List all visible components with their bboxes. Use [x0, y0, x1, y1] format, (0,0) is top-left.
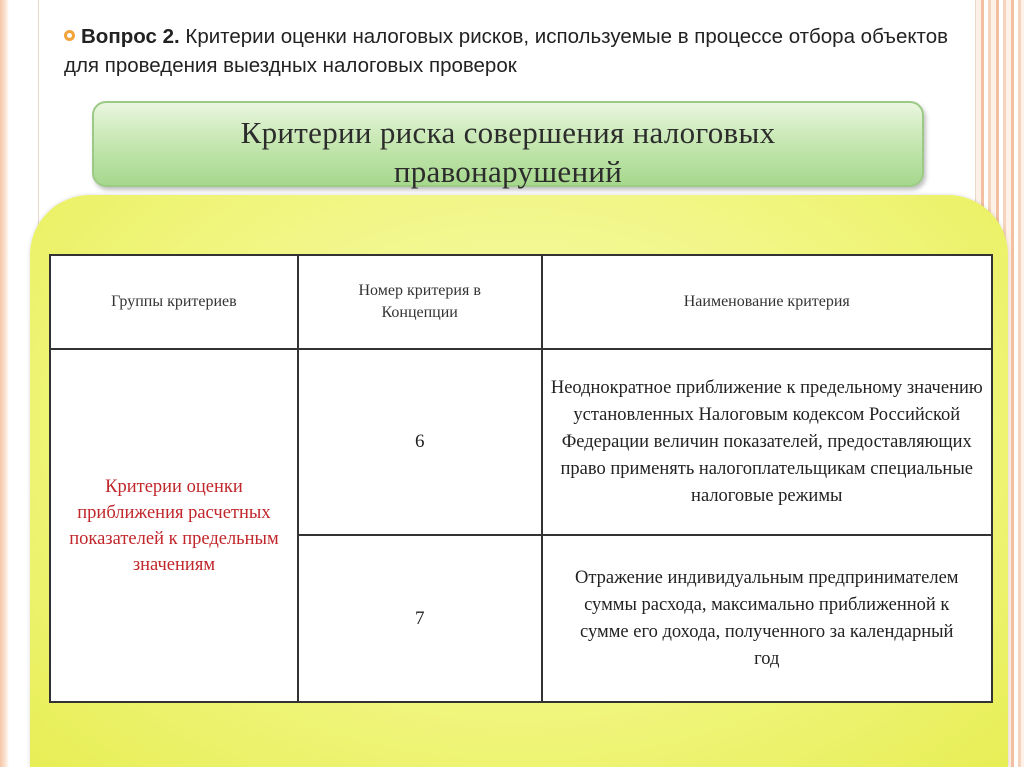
criterion-number: 7 — [298, 535, 542, 702]
criterion-number: 6 — [298, 349, 542, 535]
question-number: Вопрос 2. — [81, 25, 180, 48]
header-number — [298, 255, 542, 349]
table-header-row — [50, 255, 992, 349]
criterion-name — [542, 535, 992, 702]
criterion-name-text: Отражение индивидуальным предпринимателем суммы расхода, максимально приближенной к сумме его дохода, полученного за календарный год — [574, 567, 959, 669]
bullet-icon — [64, 30, 75, 41]
header-name: Наименование критерия — [542, 255, 992, 349]
group-cell — [50, 349, 298, 702]
criterion-name: Неоднократное приближение к предельному значению установленных Налоговым кодексом Российской Федерации величин показателей, предоставляющих право применять налогоплательщикам специальные налоговые режимы — [542, 349, 992, 535]
header-group: Группы критериев — [50, 255, 298, 349]
question-text: Критерии оценки налоговых рисков, используемые в процессе отбора объектов для проведения выездных налоговых проверок — [64, 25, 948, 77]
banner-title-line-2: правонарушений — [393, 154, 623, 189]
slide-left-border — [0, 0, 9, 767]
table-row — [50, 349, 992, 535]
header-number-label: Номер критерия в Концепции — [358, 282, 481, 321]
group-label: Критерии оценки приближения расчетных показателей к предельным значениям — [69, 476, 279, 575]
question-heading — [64, 22, 964, 80]
banner-title-line-1: Критерии риска совершения налоговых — [240, 115, 776, 150]
criteria-table — [49, 254, 993, 703]
title-banner — [92, 101, 924, 187]
